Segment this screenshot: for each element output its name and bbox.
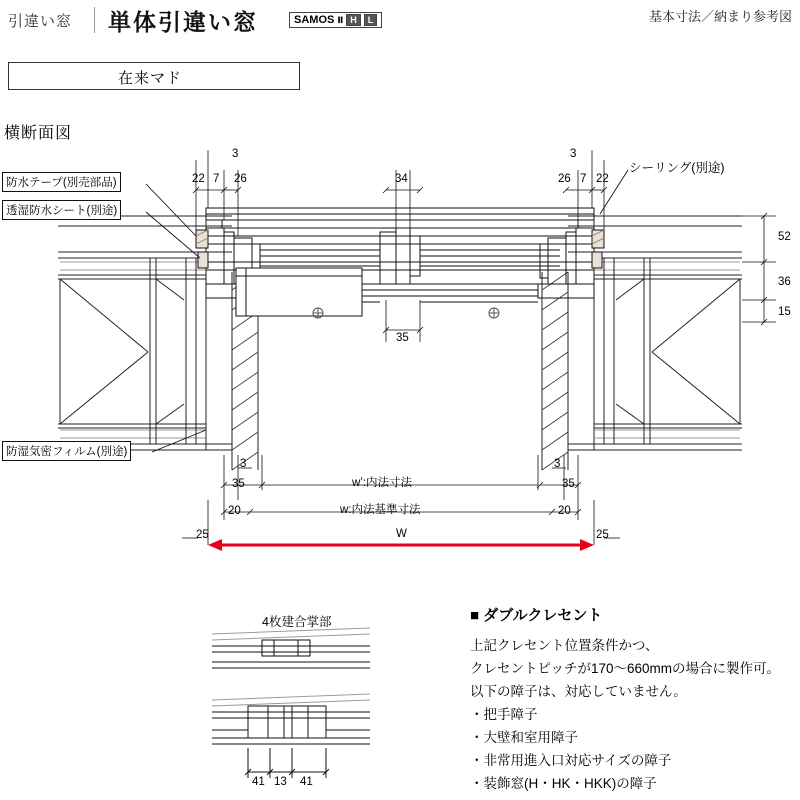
dim-right-52: 52 (778, 231, 791, 243)
dc-line-7: ・装飾窓(H・HK・HKK)の障子 (470, 776, 657, 791)
dim-top-right-26: 26 (558, 173, 571, 185)
tab-label: 在来マド (118, 70, 183, 87)
page-title: 単体引違い窓 (108, 9, 258, 35)
dim-mid-35: 35 (396, 332, 409, 344)
dim-low-left-3: 3 (240, 458, 247, 470)
dim-top-right-22: 22 (596, 173, 609, 185)
dim-bottom-41-left: 41 (252, 776, 265, 788)
header-category-label: 引違い窓 (8, 13, 73, 30)
series-option-h: H (346, 14, 361, 26)
dim-right-15: 15 (778, 306, 791, 318)
dim-w-standard: w:内法基準寸法 (340, 504, 421, 516)
dc-line-4: ・把手障子 (470, 707, 538, 722)
dim-top-left-7: 7 (213, 173, 220, 185)
dim-left-25: 25 (196, 529, 209, 541)
dim-low-right-20: 20 (558, 505, 571, 517)
dc-line-2: クレセントピッチが170〜660mmの場合に製作可。 (470, 661, 780, 676)
dc-line-1: 上記クレセント位置条件かつ、 (470, 638, 659, 653)
dim-low-right-35: 35 (562, 478, 575, 490)
dim-w-total: W (396, 528, 407, 540)
dim-low-left-35: 35 (232, 478, 245, 490)
series-option-l: L (364, 14, 378, 26)
callout-sealing: シーリング(別途) (629, 161, 725, 175)
series-name: SAMOS (294, 14, 335, 26)
dc-line-5: ・大壁和室用障子 (470, 730, 578, 745)
double-crescent-heading: ■ ダブルクレセント (470, 607, 603, 624)
series-sub: Ⅱ (337, 14, 344, 25)
dim-low-left-20: 20 (228, 505, 241, 517)
dim-top-center-34: 34 (395, 173, 408, 185)
dim-right-25: 25 (596, 529, 609, 541)
header-right-label: 基本寸法／納まり参考図 (648, 9, 792, 24)
dim-top-right-3: 3 (570, 148, 577, 160)
callout-moisture-sheet: 透湿防水シート(別途) (2, 200, 121, 220)
bottom-drawing-title: 4枚建合掌部 (262, 615, 332, 629)
dim-bottom-41-right: 41 (300, 776, 313, 788)
dc-line-6: ・非常用進入口対応サイズの障子 (470, 753, 672, 768)
double-crescent-body (470, 634, 780, 795)
dim-w-inner: w’:内法寸法 (352, 477, 413, 489)
dim-top-left-3: 3 (232, 148, 239, 160)
dc-line-3: 以下の障子は、対応していません。 (470, 684, 687, 699)
dim-low-right-3: 3 (554, 458, 561, 470)
dim-top-left-22: 22 (192, 173, 205, 185)
callout-waterproof-tape: 防水テープ(別売部品) (2, 172, 121, 192)
dim-top-right-7: 7 (580, 173, 587, 185)
dim-bottom-13: 13 (274, 776, 287, 788)
callout-vapor-film: 防湿気密フィルム(別途) (2, 441, 131, 461)
dim-top-left-26: 26 (234, 173, 247, 185)
dim-right-36: 36 (778, 276, 791, 288)
section-title: 横断面図 (4, 125, 73, 142)
